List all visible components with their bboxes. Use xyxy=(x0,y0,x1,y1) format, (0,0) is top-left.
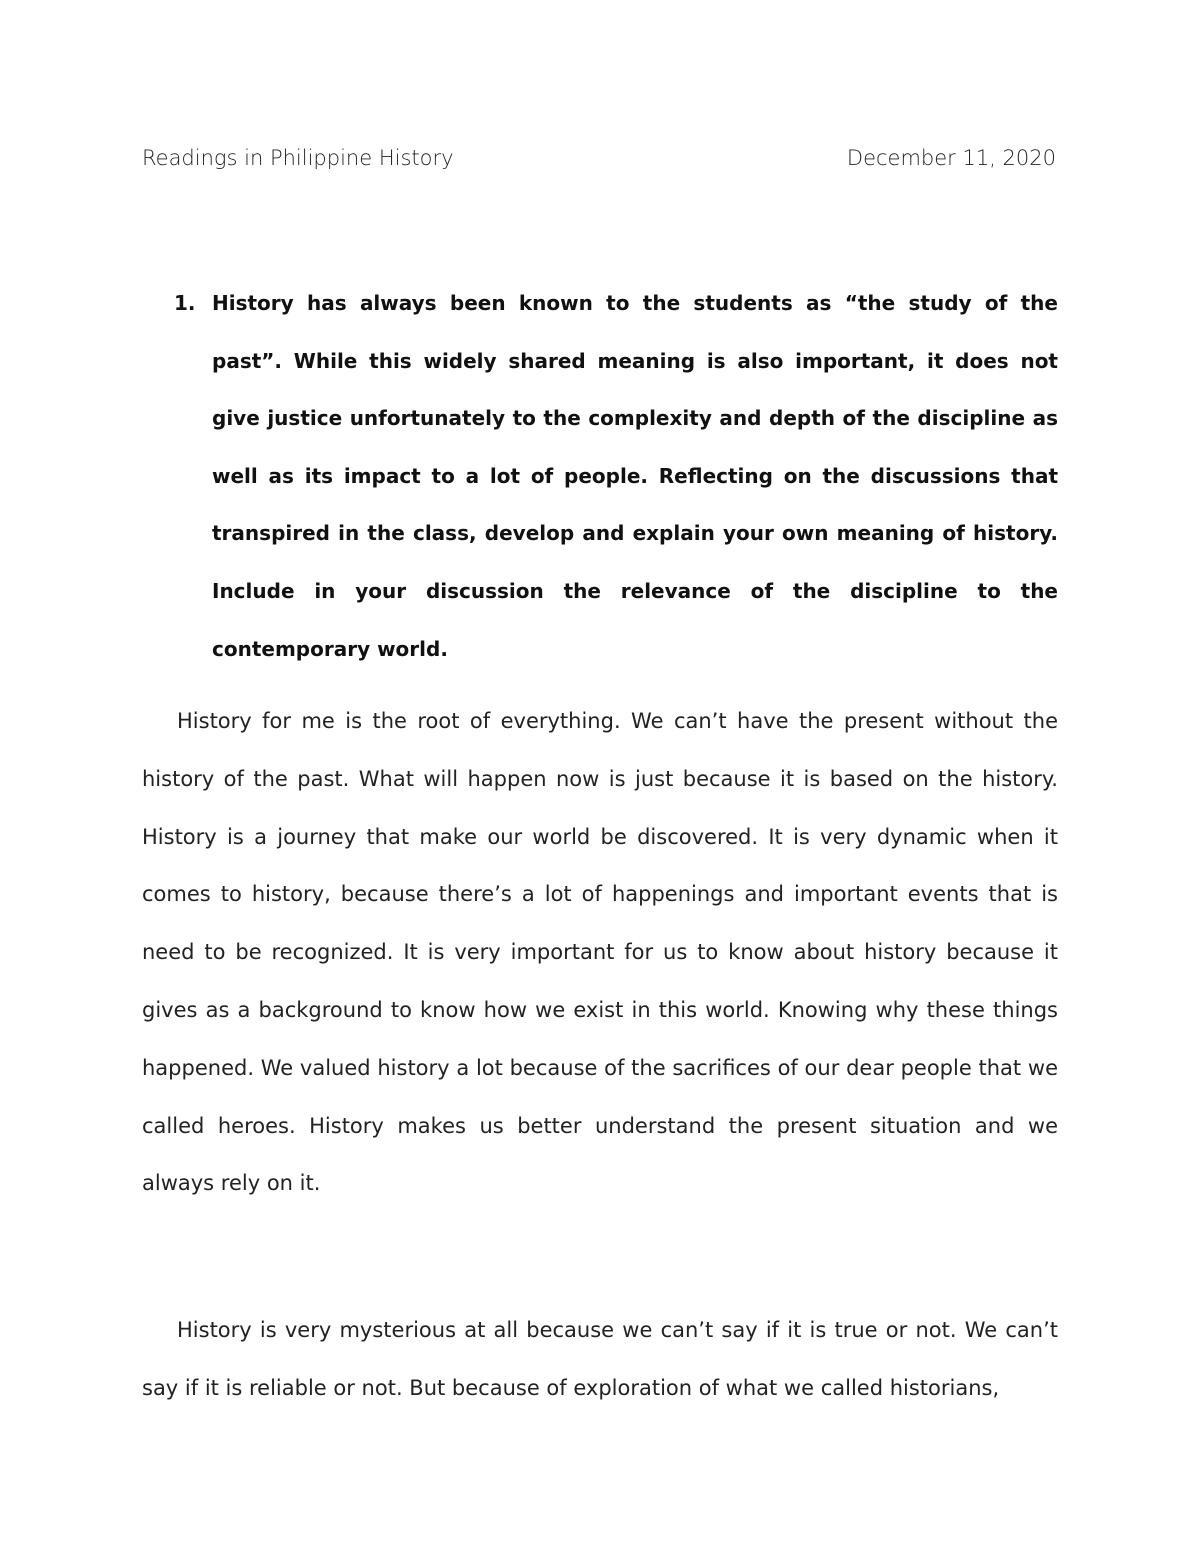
answer-paragraph: History for me is the root of everything. We can’t have the present without the history of the past. What will happen now is just because it is based on the history. History is a journey that make our world be discovered. It is very dynamic when it comes to history, because there’s a lot of happenings and important events that is need to be recognized. It is very important for us to know about history because it gives as a background to know how we exist in this world. Knowing why these things happened. We valued history a lot because of the sacrifices of our dear people that we called heroes. History makes us better understand the present situation and we always rely on it. xyxy=(142,709,1058,1196)
course-title: Readings in Philippine History xyxy=(142,146,454,170)
question-block xyxy=(142,275,1058,678)
question-number: 1. xyxy=(174,291,196,315)
page-header xyxy=(142,140,1056,176)
answer-paragraph: History is very mysterious at all because we can’t say if it is true or not. We can’t say if it is reliable or not. But because of exploration of what we called historians, xyxy=(142,1318,1058,1400)
question-text: History has always been known to the students as “the study of the past”. While this widely shared meaning is also important, it does not give justice unfortunately to the complexity and depth of the discipline as well as its impact to a lot of people. Reflecting on the discussions that transpired in the class, develop and explain your own meaning of history. Include in your discussion the relevance of the discipline to the contemporary world. xyxy=(212,291,1058,661)
document-date: December 11, 2020 xyxy=(846,146,1056,170)
